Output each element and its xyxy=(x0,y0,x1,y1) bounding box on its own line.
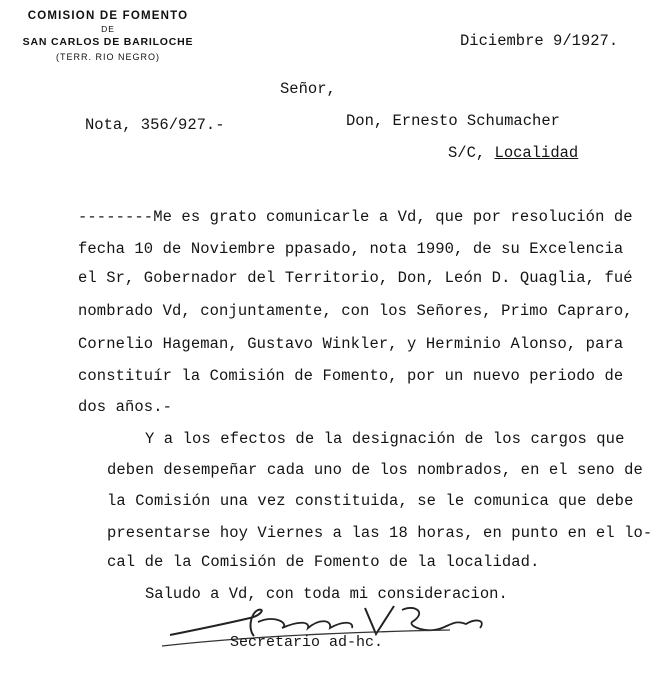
body-line: el Sr, Gobernador del Territorio, Don, León D. Quaglia, fué xyxy=(78,269,633,287)
body-line: presentarse hoy Viernes a las 18 horas, en punto en el lo- xyxy=(107,524,653,542)
body-line: Y a los efectos de la designación de los cargos que xyxy=(145,430,625,448)
body-line: Cornelio Hageman, Gustavo Winkler, y Herminio Alonso, para xyxy=(78,335,624,353)
letterhead xyxy=(8,10,208,62)
letter-date: Diciembre 9/1927. xyxy=(460,32,619,50)
letterhead-line-1: COMISION DE FOMENTO xyxy=(27,10,189,22)
letterhead-line-4: (TERR. RIO NEGRO) xyxy=(56,52,160,62)
body-line: fecha 10 de Noviembre ppasado, nota 1990, de su Excelencia xyxy=(78,240,624,258)
signer-title: Secretario ad-hc. xyxy=(230,634,384,651)
body-line: dos años.- xyxy=(78,398,173,416)
salutation: Señor, xyxy=(280,80,336,98)
body-line: cal de la Comisión de Fomento de la localidad. xyxy=(107,553,540,571)
letterhead-line-3: SAN CARLOS DE BARILOCHE xyxy=(22,36,194,48)
body-line: constituír la Comisión de Fomento, por un nuevo periodo de xyxy=(78,367,624,385)
body-line: nombrado Vd, conjuntamente, con los Señores, Primo Capraro, xyxy=(78,302,633,320)
address-place: Localidad xyxy=(494,144,579,162)
reference-number: Nota, 356/927.- xyxy=(85,116,225,134)
body-line: deben desempeñar cada uno de los nombrados, en el seno de xyxy=(107,461,643,479)
body-line: --------Me es grato comunicarle a Vd, que por resolución de xyxy=(78,208,633,226)
body-line: la Comisión una vez constituida, se le comunica que debe xyxy=(107,492,634,510)
closing-line: Saludo a Vd, con toda mi consideracion. xyxy=(145,585,508,603)
recipient-name: Don, Ernesto Schumacher xyxy=(346,112,560,130)
recipient-address xyxy=(448,144,578,162)
address-prefix: S/C, xyxy=(448,144,495,162)
letterhead-line-2: DE xyxy=(101,24,115,34)
